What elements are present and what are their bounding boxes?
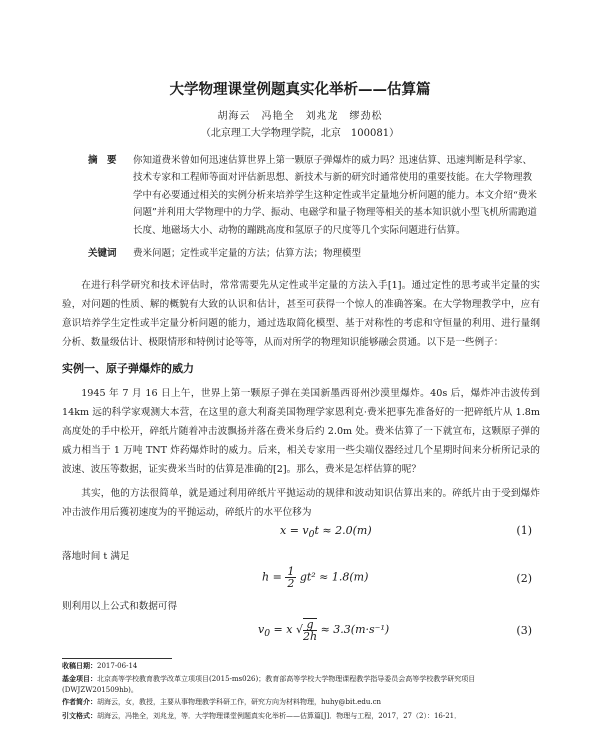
- eq3-number: (3): [516, 624, 532, 637]
- abstract-text: 你知道费米曾如何迅速估算世界上第一颗原子弹爆炸的威力吗？迅速估算、迅速判断是科学家、技术专家和工程师等面对评估新思想、新技术与新的研究时通常使用的重要技能。在大学物理教学中有必要通过相关的实例分析来培养学生这种定性或半定量地分析问题的能力。本文介绍“费米问题”并利用大学物理中的力学、振动、电磁学和量子物理等相关的基本知识就小型飞机所需跑道长度、地磁场大小、动物的蹦跳高度和氢原子的尺度等几个实际问题进行估算。: [133, 155, 537, 236]
- keywords-text: 费米问题；定性或半定量的方法；估算方法；物理模型: [133, 248, 362, 259]
- footnote-divider: [62, 658, 172, 659]
- footnote-citation: [62, 711, 540, 722]
- paper-title: 大学物理课堂例题真实化举析——估算篇: [169, 82, 431, 98]
- fn3-label: 引文格式：: [62, 712, 97, 720]
- eq1-sub: 0: [308, 529, 315, 541]
- eq2-fraction: [285, 566, 296, 589]
- eq1-number: (1): [516, 524, 532, 537]
- eq3-frac-bot: 2h: [302, 630, 318, 643]
- keywords-label-text: 关键词: [88, 248, 117, 259]
- abstract-label-text: 摘 要: [88, 155, 117, 166]
- fn1-text: 北京高等学校教育教学改革立项项目(2015-ms026)；教育部高等学校大学物理课程教学指导委员会高等学校教学研究项目(DWJZW201509hb)。: [62, 675, 476, 694]
- footnote-author: [62, 697, 540, 708]
- formula-text: 则利用以上公式和数据可得: [62, 601, 178, 612]
- eq1-rhs: t ≈ 2.0(m): [314, 524, 372, 537]
- eq3-sub: 0: [264, 628, 271, 640]
- eq3-frac-top: g: [303, 619, 317, 631]
- method-paragraph: 其实，他的方法很简单，就是通过利用碎纸片平抛运动的规律和波动知识估算出来的。碎纸片由于受到爆炸冲击波作用后獲初速度为的平抛运动，碎纸片的水平位移为: [62, 488, 540, 518]
- eq1-lhs: x = v: [280, 524, 309, 537]
- example-paragraph: 1945 年 7 月 16 日上午，世界上第一颗原子弹在美国新墨西哥州沙漠里爆炸。40s 后，爆炸冲击波传到 14km 远的科学家观测大本营，在这里的意大利裔美国物理学家恩利克·费米把事先准备好的一把碎纸片从 1.8m 高度处的手中松开，碎纸片随着冲击波飘扬并落在费米身后约 2.0m 处。费米估算了一下就宣布，这颗原子弹的威力相当于 1 万吨 TNT 炸药爆炸时的威力。后来，相关专家用一些尖端仪器经过几个星期时间来分析所记录的波速、波压等数据，证实费米当时的估算是准确的[2]。那么，费米是怎样估算的呢？: [62, 388, 540, 475]
- section-heading: 实例一、原子弹爆炸的威力: [62, 362, 194, 375]
- eq3-rhs: ≈ 3.3(m·s⁻¹): [317, 623, 390, 636]
- equation-3: $v_0 = x$ √ $\frac{g}{2h}$ ≈ 3.3(m·s⁻¹) (3): [258, 618, 532, 643]
- fn0-text: 2017-06-14: [97, 662, 138, 670]
- intro-paragraph: 在进行科学研究和技术评估时，常常需要先从定性或半定量的方法入手[1]。通过定性的思考或半定量的实验，对问题的性质、解的概貌有大致的认识和估计，甚至可获得一个惊人的准确答案。在大学物理教学中，应有意识培养学生定性或半定量分析问题的能力，通过选取简化模型、基于对称性的考虑和守恒量的利用、进行量纲分析、数量级估计、极限情形和特例讨论等等，从而对所学的物理知识能够融会贯通。以下是一些例子：: [62, 280, 540, 348]
- eq2-frac-top: 1: [287, 565, 295, 578]
- eq2-frac-bot: 2: [287, 577, 295, 590]
- footnote-funding: [62, 674, 540, 696]
- fn2-label: 作者简介：: [62, 698, 97, 706]
- eq2-lhs: h =: [262, 570, 282, 584]
- equation-2: [0, 566, 600, 596]
- fall-time-text: 落地时间 t 满足: [62, 551, 130, 562]
- affiliation: （北京理工大学物理学院，北京 100081）: [200, 128, 400, 139]
- eq3-mid: = x: [270, 623, 293, 636]
- fn1-label: 基金项目：: [62, 675, 97, 683]
- footnote-received: [62, 661, 540, 672]
- fn3-text: 胡海云，冯艳全，刘兆龙，等．大学物理课堂例题真实化举析——估算篇[J]．物理与工程，2017，27（2）：16-21．: [97, 712, 462, 720]
- fn2-text: 胡海云，女，教授，主要从事物理教学科研工作，研究方向为材料物理，huhy@bit.edu.cn: [97, 698, 382, 706]
- eq3-lhs: v: [258, 623, 265, 636]
- author-list: 胡海云 冯艳全 刘兆龙 缪劲松: [217, 111, 383, 122]
- fn0-label: 收稿日期：: [62, 662, 97, 670]
- eq3-fraction: [303, 618, 317, 642]
- eq2-rhs: gt² ≈ 1.8(m): [299, 570, 369, 584]
- eq2-number: (2): [516, 572, 532, 585]
